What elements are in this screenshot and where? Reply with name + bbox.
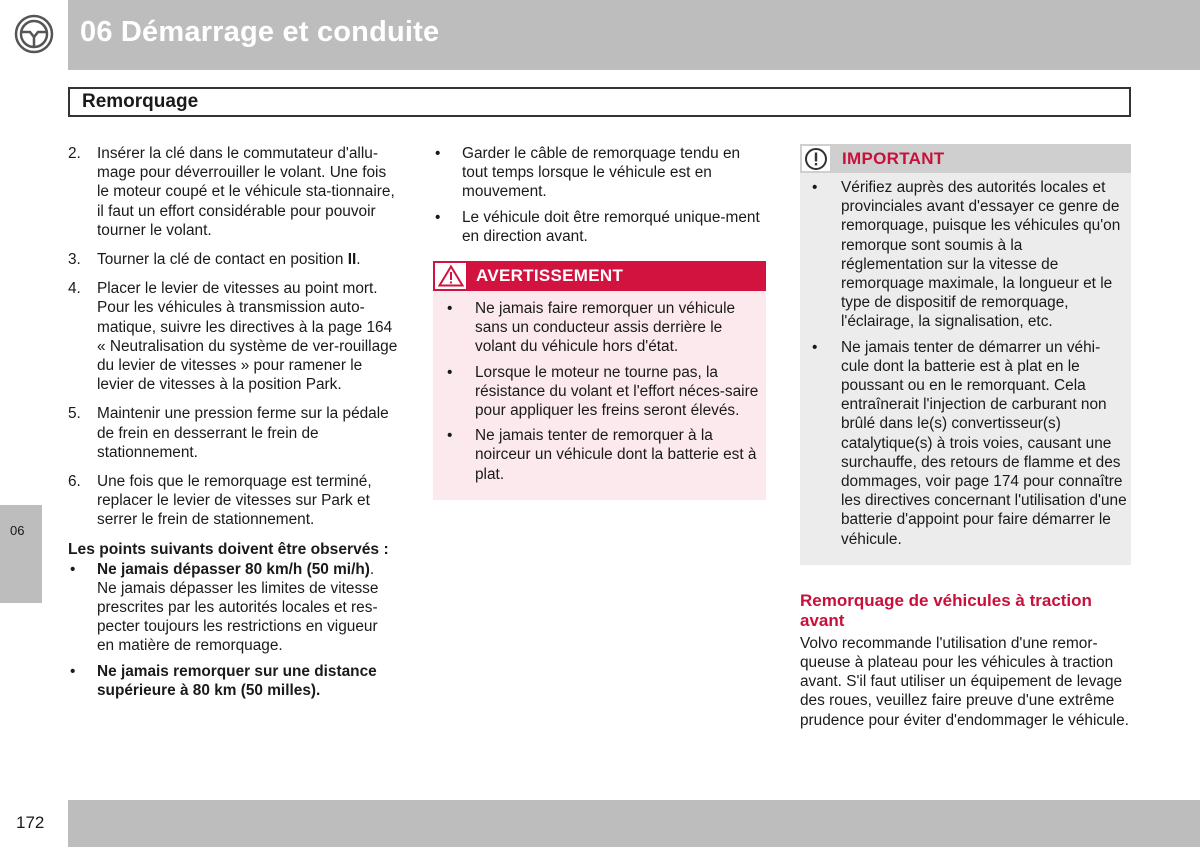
observations-subheading: Les points suivants doivent être observés : bbox=[68, 540, 389, 558]
step-text: Placer le levier de vitesses au point mort. Pour les véhicules à transmission auto-matique, suivre les directives à la page 164 « Neutralisation du système de ver-rouillage du levier de vitesses » pour ramener le levier de vitesses à la position Park. bbox=[97, 280, 398, 394]
step-number: 5. bbox=[68, 405, 81, 423]
page-number: 172 bbox=[16, 813, 45, 832]
important-box bbox=[800, 144, 1131, 565]
step-number: 3. bbox=[68, 251, 81, 269]
list-item bbox=[433, 144, 766, 202]
key-position-label: II bbox=[347, 251, 357, 269]
bullet: • bbox=[812, 338, 818, 356]
list-item bbox=[68, 662, 398, 700]
list-item bbox=[445, 299, 760, 357]
bullet: • bbox=[447, 427, 453, 445]
chapter-icon-box bbox=[0, 0, 68, 70]
footer-bar bbox=[68, 800, 1200, 847]
bullet-text bbox=[97, 560, 398, 656]
important-header bbox=[800, 144, 1131, 173]
list-item bbox=[810, 178, 1127, 332]
warning-icon-box bbox=[433, 261, 468, 291]
step-item bbox=[68, 472, 398, 530]
warning-title: AVERTISSEMENT bbox=[476, 266, 624, 286]
steering-wheel-icon bbox=[14, 14, 54, 54]
bullet-text: Le véhicule doit être remorqué unique-ment en direction avant. bbox=[462, 208, 760, 245]
bullet-text: Lorsque le moteur ne tourne pas, la résistance du volant et l'effort néces-saire pour appliquer les freins seront élevés. bbox=[475, 363, 759, 420]
bullet: • bbox=[435, 208, 441, 226]
warning-triangle-icon bbox=[438, 265, 464, 287]
list-item bbox=[445, 363, 760, 421]
exclamation-circle-icon bbox=[804, 147, 828, 171]
important-body bbox=[800, 173, 1131, 549]
chapter-title: 06 Démarrage et conduite bbox=[80, 16, 440, 48]
column-3 bbox=[800, 144, 1131, 730]
step-text-part: Tourner la clé de contact en position bbox=[97, 251, 348, 269]
step-text: Insérer la clé dans le commutateur d'allu-mage pour déverrouiller le volant. Une fois le moteur coupé et le véhicule sta-tionnaire, il faut un effort considérable pour pouvoir tourner le volant. bbox=[97, 145, 395, 239]
bullet: • bbox=[70, 560, 76, 578]
bullet-text: Ne jamais tenter de démarrer un véhi-cule dont la batterie est à plat en le poussant ou en le remorquant. Cela entraînerait l'injection de carburant non brûlé dans le(s) convertisseur(s) catalytique(s) à trois voies, causant une surchauffe, des retours de flamme et des dommages, voir page 174 pour connaître les directives concernant l'utilisation d'une batterie d'appoint pour faire démarrer le véhicule. bbox=[841, 338, 1127, 548]
step-number: 4. bbox=[68, 280, 81, 298]
chapter-side-tab bbox=[0, 505, 42, 603]
front-wheel-drive-paragraph: Volvo recommande l'utilisation d'une remor-queuse à plateau pour les véhicules à traction avant. S'il faut utiliser un équipement de levage des roues, veuillez faire preuve d'une extrême prudence pour éviter d'endommager le véhicule. bbox=[800, 634, 1129, 729]
list-item bbox=[68, 560, 398, 656]
step-text: Une fois que le remorquage est terminé, replacer le levier de vitesses sur Park et serrer le frein de stationnement. bbox=[97, 473, 372, 529]
bullet: • bbox=[70, 662, 76, 680]
bullet-text: Garder le câble de remorquage tendu en tout temps lorsque le véhicule est en mouvement. bbox=[462, 145, 741, 201]
important-title: IMPORTANT bbox=[842, 148, 945, 168]
bullet-body-text: . Ne jamais dépasser les limites de vitesse prescrites par les autorités locales et res-pecter toujours les restrictions en vigueur en matière de remorquage. bbox=[97, 560, 379, 655]
bullet-text: Ne jamais faire remorquer un véhicule sans un conducteur assis derrière le volant du véhicule hors d'état. bbox=[475, 300, 736, 356]
important-icon-box bbox=[800, 144, 832, 173]
bullet: • bbox=[435, 145, 441, 162]
list-item bbox=[810, 338, 1127, 549]
bullet-bold-text: Ne jamais dépasser 80 km/h (50 mi/h) bbox=[97, 560, 370, 578]
bullet: • bbox=[447, 363, 453, 381]
section-title: Remorquage bbox=[82, 91, 199, 112]
step-text bbox=[97, 250, 398, 269]
warning-body bbox=[433, 291, 766, 492]
warning-header bbox=[433, 261, 766, 291]
bullet-bold-text: Ne jamais remorquer sur une distance supérieure à 80 km (50 milles). bbox=[97, 662, 377, 699]
column-1 bbox=[68, 144, 398, 706]
list-item bbox=[433, 208, 766, 246]
list-item bbox=[445, 426, 760, 484]
step-item bbox=[68, 144, 398, 240]
step-text: Maintenir une pression ferme sur la pédale de frein en desserrant le frein de stationnement. bbox=[97, 405, 389, 461]
column-2 bbox=[433, 144, 766, 500]
bullet-text: Vérifiez auprès des autorités locales et provinciales avant d'essayer ce genre de remorquage, puisque les véhicules qu'on remorque sont soumis à la réglementation sur la vitesse de remorquage maximale, la longueur et le type de dispositif de remorquage, l'éclairage, la signalisation, etc. bbox=[841, 179, 1121, 331]
bullet: • bbox=[812, 179, 818, 196]
step-item bbox=[68, 404, 398, 462]
step-text-end: . bbox=[356, 251, 361, 269]
warning-box bbox=[433, 261, 766, 500]
bullet: • bbox=[447, 300, 453, 318]
front-wheel-drive-heading: Remorquage de véhicules à traction avant bbox=[800, 590, 1092, 630]
section-title-box bbox=[68, 87, 1131, 117]
side-tab-label: 06 bbox=[10, 523, 25, 538]
bullet-text: Ne jamais tenter de remorquer à la noirceur un véhicule dont la batterie est à plat. bbox=[475, 427, 757, 483]
step-number: 2. bbox=[68, 145, 81, 162]
step-item bbox=[68, 279, 398, 394]
step-item bbox=[68, 250, 398, 269]
step-number: 6. bbox=[68, 473, 81, 491]
